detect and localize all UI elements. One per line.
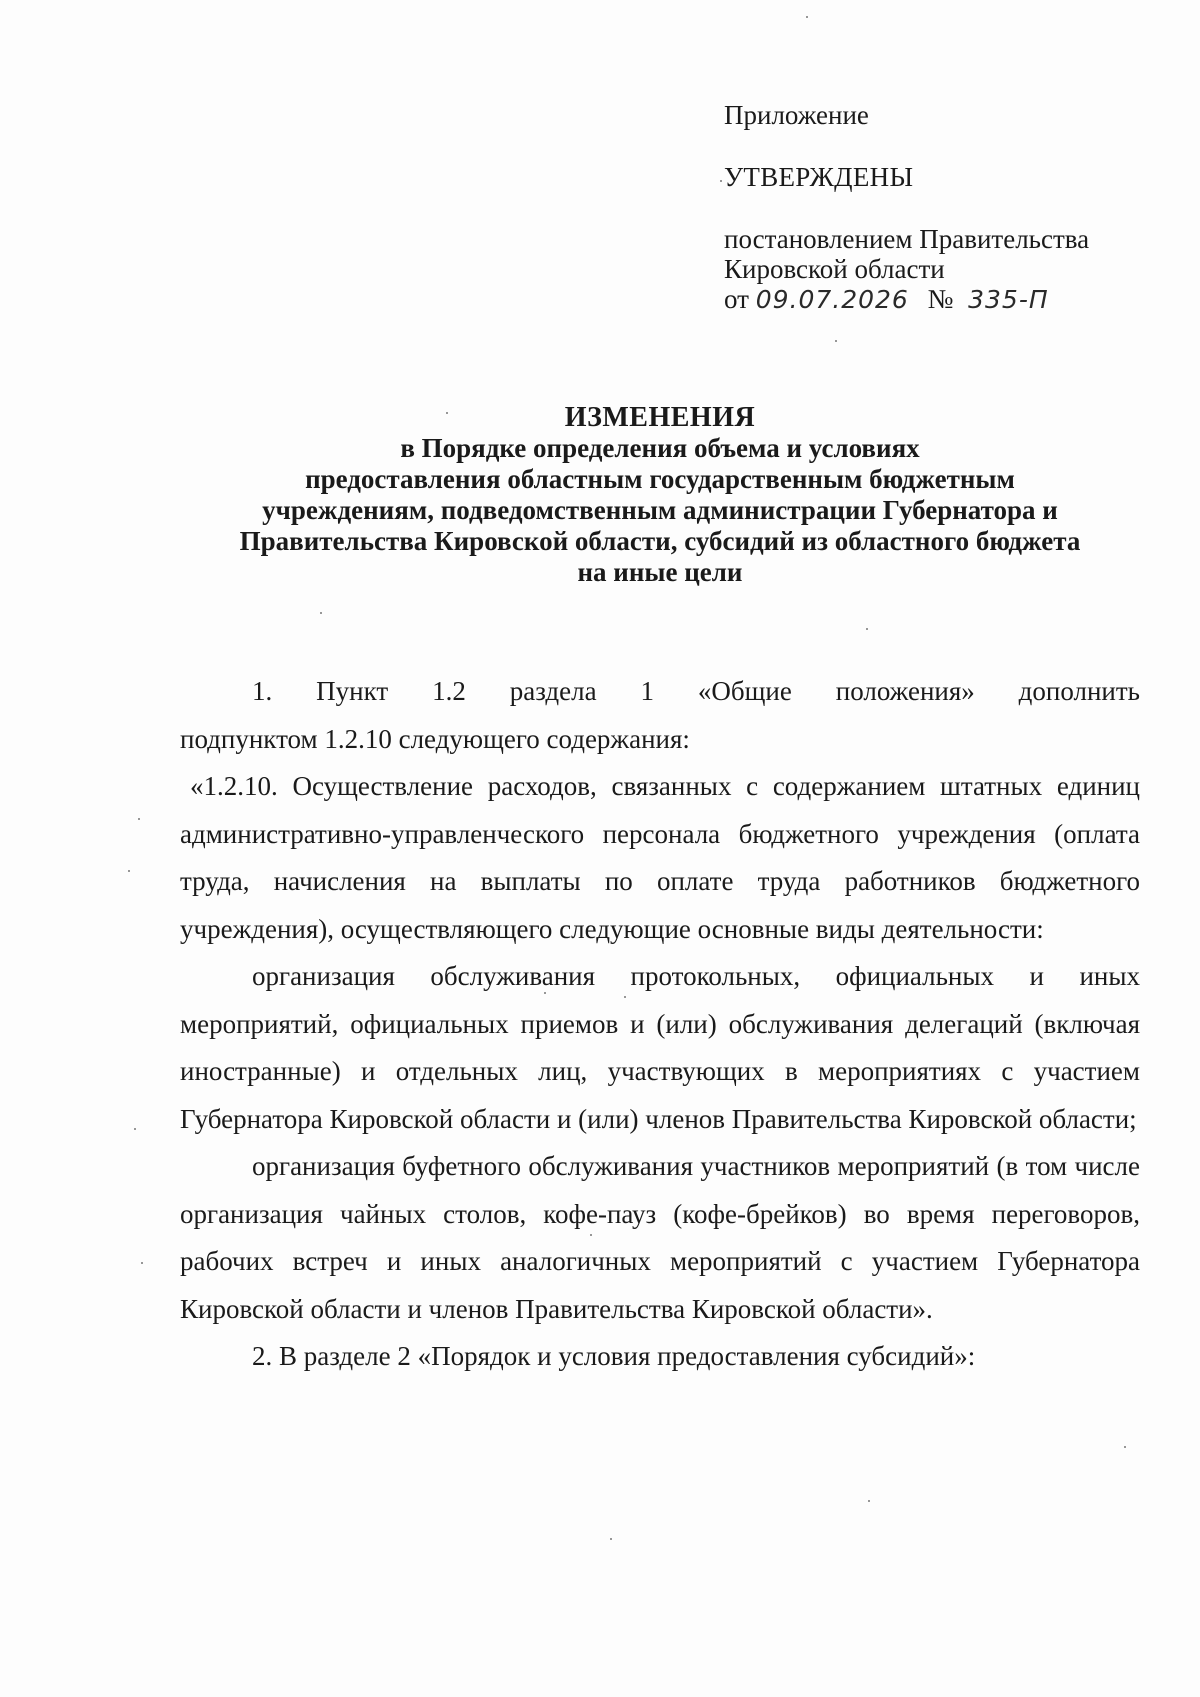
title-line-5: на иные цели [577, 557, 743, 587]
scan-speck [590, 1234, 592, 1236]
scan-speck [141, 1262, 143, 1264]
handwritten-number: 335-П [968, 285, 1049, 314]
scan-speck [624, 996, 626, 998]
document-title [180, 402, 1140, 588]
paragraph-5: 2. В разделе 2 «Порядок и условия предоставления субсидий»: [252, 1341, 976, 1371]
paragraph-1-line-2: подпунктом 1.2.10 следующего содержания: [180, 723, 690, 754]
title-line-2: предоставления областным государственным бюджетным [305, 464, 1015, 494]
scan-speck [806, 16, 808, 18]
scan-speck [866, 628, 868, 630]
date-prefix: от [724, 284, 749, 314]
scan-speck [868, 1500, 870, 1502]
scan-speck [128, 870, 130, 872]
paragraph-4: организация буфетного обслуживания участников мероприятий (в том числе организация чайных столов, кофе-пауз (кофе-брейков) во время переговоров, рабочих встреч и иных аналогичных мероприятий с участием Губернатора Кировской области и членов Правительства Кировской области». [180, 1151, 1140, 1324]
scan-speck [134, 1128, 136, 1130]
appendix-label: Приложение [724, 100, 869, 130]
number-sign: № [927, 284, 954, 314]
title-line-1: в Порядке определения объема и условиях [400, 433, 920, 463]
scan-speck [544, 992, 546, 994]
scan-speck [320, 612, 322, 614]
document-body [180, 668, 1140, 1381]
scan-speck [1124, 1446, 1126, 1448]
decree-date-number [724, 284, 1144, 315]
decree-line-2: Кировской области [724, 254, 945, 284]
title-heading: ИЗМЕНЕНИЯ [564, 402, 756, 433]
approval-block [724, 100, 1144, 315]
scan-speck [835, 340, 837, 342]
scan-speck [446, 412, 448, 414]
scan-speck [720, 180, 722, 182]
paragraph-2: «1.2.10. Осуществление расходов, связанных с содержанием штатных единиц административно-управленческого персонала бюджетного учреждения (оплата труда, начисления на выплаты по оплате труда работников бюджетного учреждения), осуществляющего следующие основные виды деятельности: [180, 771, 1140, 944]
approved-label: УТВЕРЖДЕНЫ [724, 162, 914, 192]
handwritten-date: 09.07.2026 [755, 285, 909, 314]
scan-speck [610, 1538, 612, 1540]
paragraph-1-line-1: 1. Пункт 1.2 раздела 1 «Общие положения» дополнить [252, 676, 1140, 706]
title-line-3: учреждениям, подведомственным администрации Губернатора и [262, 495, 1058, 525]
decree-line-1: постановлением Правительства [724, 224, 1090, 254]
scan-speck [138, 818, 140, 820]
paragraph-3: организация обслуживания протокольных, официальных и иных мероприятий, официальных приемов и (или) обслуживания делегаций (включая иностранные) и отдельных лиц, участвующих в мероприятиях с участием Губернатора Кировской области и (или) членов Правительства Кировской области; [180, 961, 1140, 1134]
title-line-4: Правительства Кировской области, субсидий из областного бюджета [239, 526, 1081, 556]
